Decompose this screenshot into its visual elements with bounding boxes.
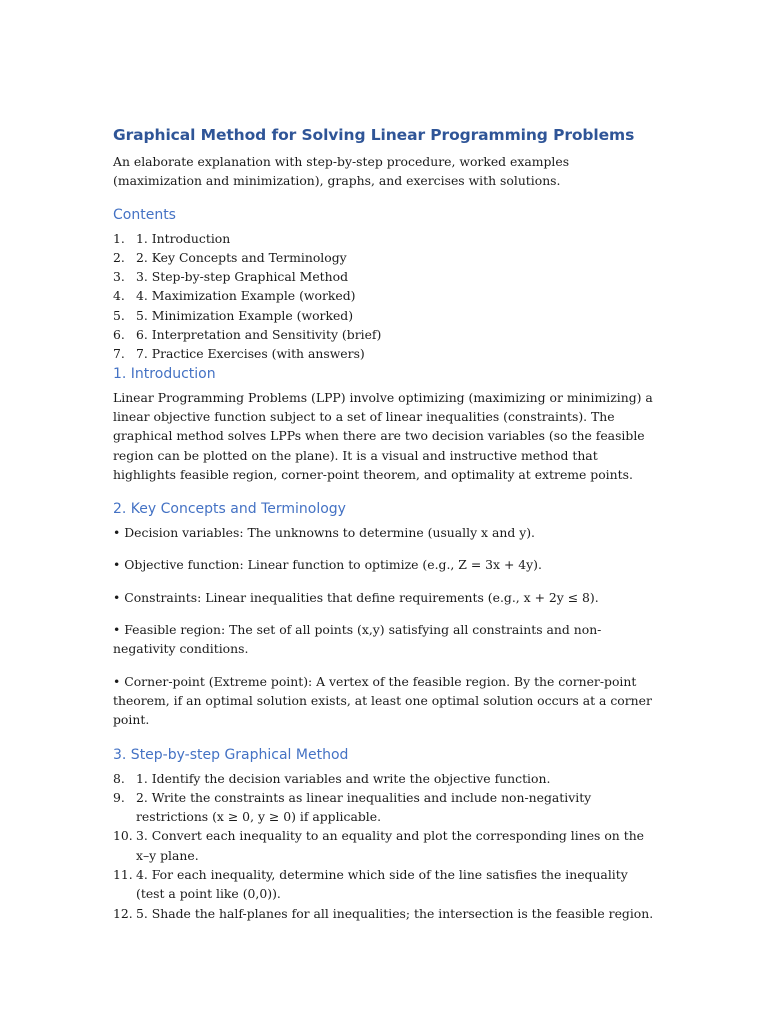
list-text: 3. Convert each inequality to an equality and plot the corresponding lines on the x–y plane. — [136, 828, 645, 863]
list-number: 11. — [113, 867, 133, 883]
list-item — [113, 306, 658, 325]
list-text: 1. Identify the decision variables and write the objective function. — [136, 770, 551, 786]
list-item — [113, 286, 658, 305]
bullet-item: • Objective function: Linear function to optimize (e.g., Z = 3x + 4y). — [113, 557, 542, 573]
list-number: 9. — [113, 789, 125, 805]
list-number: 1. — [113, 230, 125, 246]
list-item — [113, 904, 658, 923]
list-text: 5. Minimization Example (worked) — [136, 307, 354, 323]
list-text: 6. Interpretation and Sensitivity (brief) — [136, 327, 382, 343]
list-item — [113, 229, 658, 248]
introduction-paragraph: Linear Programming Problems (LPP) involve optimizing (maximizing or minimizing) a linear objective function subject to a set of linear inequalities (constraints). The graphical method solves LPPs when there are two decision variables (so the feasible region can be plotted on the plane). It is a visual and instructive method that highlights feasible region, corner-point theorem, and optimality at extreme points. — [113, 389, 653, 482]
steps-list — [113, 769, 658, 923]
document-page — [113, 124, 658, 923]
list-number: 2. — [113, 249, 125, 265]
list-text: 7. Practice Exercises (with answers) — [136, 346, 365, 362]
contents-list — [113, 229, 658, 364]
list-text: 4. Maximization Example (worked) — [136, 288, 356, 304]
contents-heading: Contents — [113, 206, 176, 223]
list-number: 6. — [113, 327, 125, 343]
list-number: 7. — [113, 346, 125, 362]
list-text: 3. Step-by-step Graphical Method — [136, 269, 349, 285]
list-text: 2. Key Concepts and Terminology — [136, 249, 347, 265]
list-number: 10. — [113, 828, 133, 844]
list-number: 12. — [113, 905, 133, 921]
concepts-heading: 2. Key Concepts and Terminology — [113, 501, 346, 518]
list-number: 5. — [113, 307, 125, 323]
list-number: 8. — [113, 770, 125, 786]
list-item — [113, 865, 658, 904]
bullet-item: • Constraints: Linear inequalities that define requirements (e.g., x + 2y ≤ 8). — [113, 589, 599, 605]
document-title: Graphical Method for Solving Linear Programming Problems — [113, 126, 635, 144]
bullet-item: • Feasible region: The set of all points (x,y) satisfying all constraints and non-negativity conditions. — [113, 622, 602, 657]
list-item — [113, 344, 658, 363]
list-text: 4. For each inequality, determine which side of the line satisfies the inequality (test a point like (0,0)). — [136, 867, 628, 902]
list-number: 3. — [113, 269, 125, 285]
list-item — [113, 826, 658, 865]
list-text: 2. Write the constraints as linear inequalities and include non-negativity restrictions (x ≥ 0, y ≥ 0) if applicable. — [136, 789, 592, 825]
list-item — [113, 788, 658, 827]
list-number: 4. — [113, 288, 125, 304]
list-item — [113, 248, 658, 267]
list-text: 5. Shade the half-planes for all inequalities; the intersection is the feasible region. — [136, 905, 654, 921]
list-item — [113, 267, 658, 286]
document-subtitle: An elaborate explanation with step-by-step procedure, worked examples (maximization and minimization), graphs, and exercises with solutions. — [113, 154, 570, 189]
bullet-item: • Corner-point (Extreme point): A vertex of the feasible region. By the corner-point theorem, if an optimal solution exists, at least one optimal solution occurs at a corner point. — [113, 673, 652, 728]
introduction-heading: 1. Introduction — [113, 365, 216, 382]
steps-heading: 3. Step-by-step Graphical Method — [113, 746, 349, 763]
list-text: 1. Introduction — [136, 230, 231, 246]
list-item — [113, 325, 658, 344]
concepts-list — [113, 523, 658, 729]
list-item — [113, 769, 658, 788]
bullet-item: • Decision variables: The unknowns to determine (usually x and y). — [113, 525, 535, 541]
